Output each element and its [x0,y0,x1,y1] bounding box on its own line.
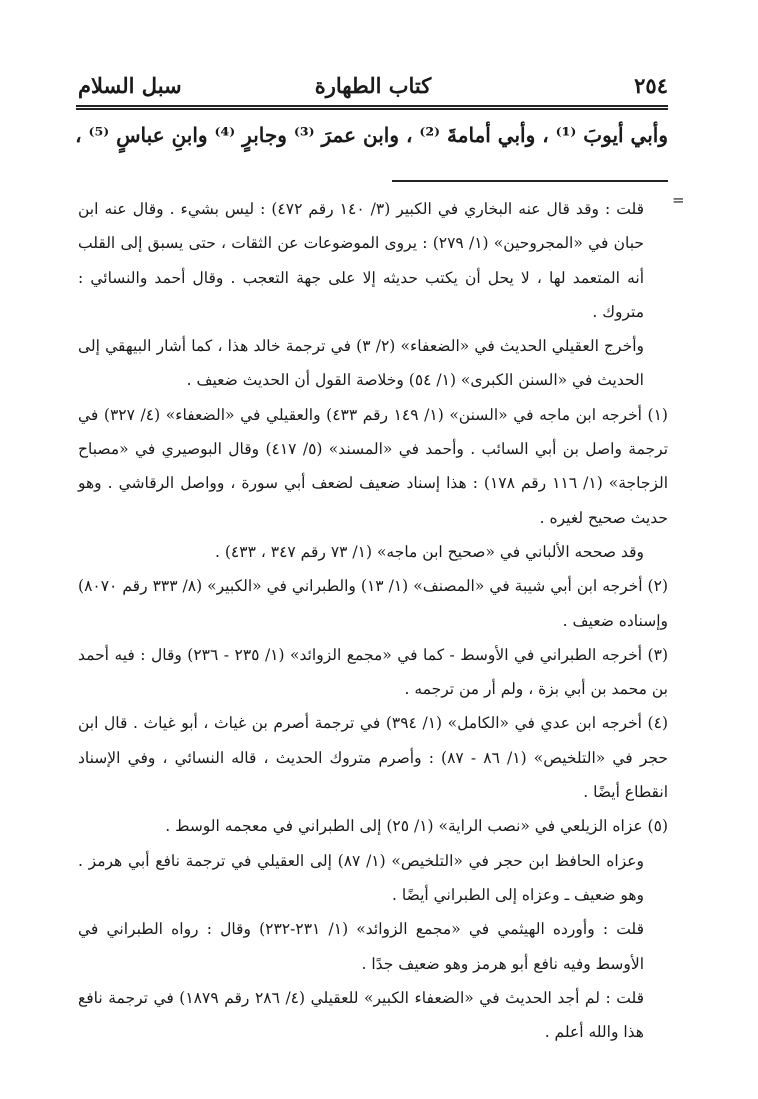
footnote-4: (٤) أخرجه ابن عدي في «الكامل» (١/ ٣٩٤) في ترجمة أصرم بن غياث ، أبو غياث . قال ابن حجر في «التلخيص» (١/ ٨٦ - ٨٧) : وأصرم متروك الحديث ، قاله النسائي ، وفي الإسناد انقطاع أيضًا . [78,714,668,802]
book-title: سبل السلام [78,73,182,98]
footnote-paragraph: قلت : وقد قال عنه البخاري في الكبير (٣/ ١٤٠ رقم ٤٧٢) : ليس بشيء . وقال عنه ابن حبان في «المجروحين» (١/ ٢٧٩) : يروى الموضوعات عن الثقات ، حتى يسبق إلى القلب أنه المتعمد لها ، لا يحل أن يكتب حديثه إلا على جهة التعجب . وقال أحمد والنسائي : متروك . [78,200,644,321]
footnote-divider [392,180,668,182]
main-text-line: وأبي أيوبَ ⁽¹⁾ ، وأبي أمامةَ ⁽²⁾ ، وابن عمرَ ⁽³⁾ وجابرٍ ⁽⁴⁾ وابنِ عباسٍ ⁽⁵⁾ ، [75,123,668,147]
footnote-paragraph: وأخرج العقيلي الحديث في «الضعفاء» (٢/ ٣) في ترجمة خالد هذا ، كما أشار البيهقي إلى الحديث في «السنن الكبرى» (١/ ٥٤) وخلاصة القول أن الحديث ضعيف . [78,337,644,390]
footnote-paragraph: وعزاه الحافظ ابن حجر في «التلخيص» (١/ ٨٧) إلى العقيلي في ترجمة نافع أبي هرمز . وهو ضعيف ـ وعزاه إلى الطبراني أيضًا . [78,851,644,904]
header-rule-top [76,105,668,107]
footnote-1: (١) أخرجه ابن ماجه في «السنن» (١/ ١٤٩ رقم ٤٣٣) والعقيلي في «الضعفاء» (٤/ ٣٢٧) في ترجمة واصل بن أبي السائب . وأحمد في «المسند» (٥/ ٤١٧) وقال البوصيري في «مصباح الزجاجة» (١/ ١١٦ رقم ١٧٨) : هذا إسناد ضعيف لضعف أبي سورة ، وواصل الرقاشي . وهو حديث صحيح لغيره . [78,405,669,527]
footnote-paragraph: قلت : لم أجد الحديث في «الضعفاء الكبير» للعقيلي (٤/ ٢٨٦ رقم ١٨٧٩) في ترجمة نافع هذا والله أعلم . [78,988,644,1042]
continuation-mark: = [672,191,685,209]
footnote-paragraph: وقد صححه الألباني في «صحيح ابن ماجه» (١/ ٧٣ رقم ٣٤٧ ، ٤٣٣) . [215,542,644,561]
header-rule-bottom [76,108,668,110]
footnote-paragraph: قلت : وأورده الهيثمي في «مجمع الزوائد» (١/ ٢٣١-٢٣٢) وقال : رواه الطبراني في الأوسط وفيه نافع أبو هرمز وهو ضعيف جدًا . [78,920,644,973]
chapter-title: كتاب الطهارة [314,73,432,98]
page-number: ٢٥٤ [634,73,668,98]
page-header [78,72,668,102]
footnote-3: (٣) أخرجه الطبراني في الأوسط - كما في «مجمع الزوائد» (١/ ٢٣٥ - ٢٣٦) وقال : فيه أحمد بن محمد بن أبي بزة ، ولم أر من ترجمه . [78,645,668,699]
footnote-2: (٢) أخرجه ابن أبي شيبة في «المصنف» (١/ ١٣) والطبراني في «الكبير» (٨/ ٣٣٣ رقم ٨٠٧٠) وإسناده ضعيف . [78,577,668,630]
footnote-5: (٥) عزاه الزيلعي في «نصب الراية» (١/ ٢٥) إلى الطبراني في معجمه الوسط . [165,817,668,836]
footnotes [78,192,668,1049]
